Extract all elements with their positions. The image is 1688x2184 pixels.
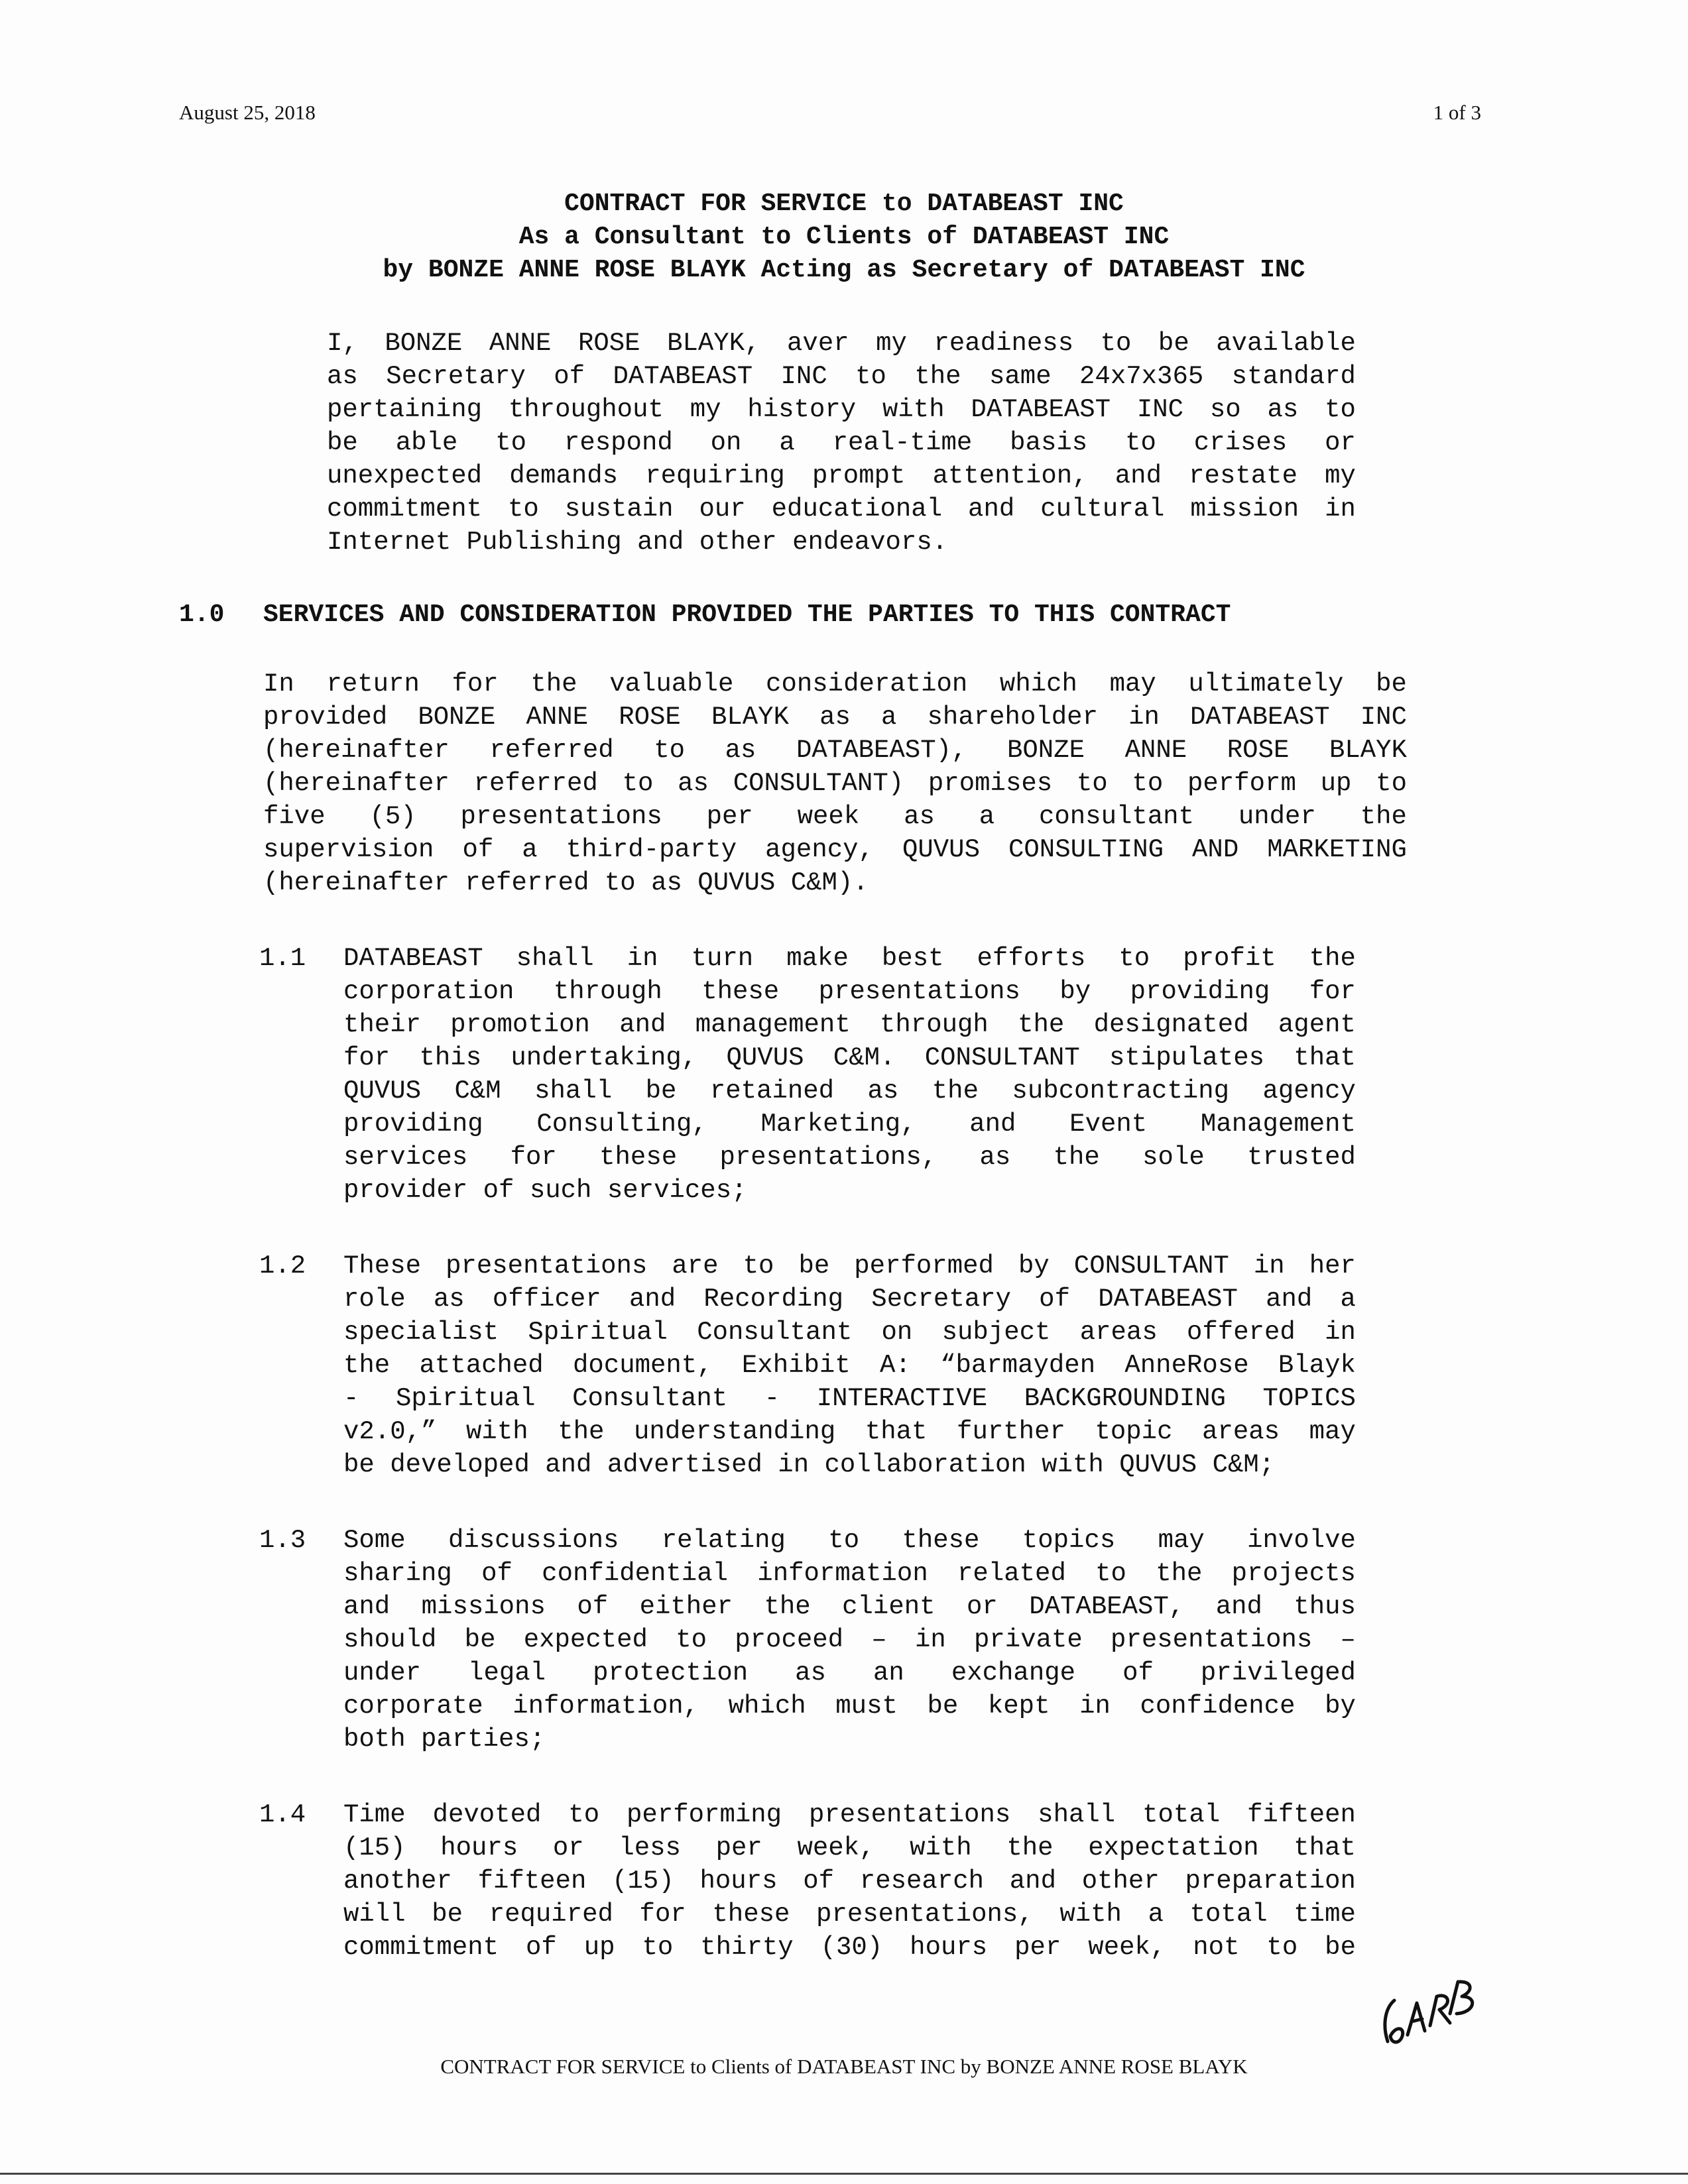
- item-number-1-2: 1.2: [259, 1251, 306, 1281]
- section-paragraph: [263, 667, 1407, 899]
- text-line: QUVUS C&M shall be retained as the subcontracting agency: [343, 1076, 1356, 1106]
- text-line: (15) hours or less per week, with the expectation that: [343, 1833, 1356, 1863]
- text-line: specialist Spiritual Consultant on subject areas offered in: [343, 1318, 1356, 1347]
- text-line: commitment of up to thirty (30) hours per week, not to be: [343, 1933, 1356, 1962]
- scan-edge-line: [0, 2173, 1688, 2175]
- text-line: provider of such services;: [343, 1176, 747, 1205]
- text-line: be developed and advertised in collaboration with QUVUS C&M;: [343, 1450, 1275, 1479]
- text-line: corporate information, which must be kept in confidence by: [343, 1692, 1356, 1721]
- text-line: and missions of either the client or DATABEAST, and thus: [343, 1592, 1356, 1621]
- text-line: role as officer and Recording Secretary of DATABEAST and a: [343, 1285, 1356, 1314]
- section-number: 1.0: [179, 601, 225, 629]
- text-line: commitment to sustain our educational and cultural mission in: [327, 494, 1356, 524]
- text-line: pertaining throughout my history with DATABEAST INC so as to: [327, 395, 1356, 424]
- text-line: I, BONZE ANNE ROSE BLAYK, aver my readiness to be available: [327, 329, 1356, 358]
- item-number-1-3: 1.3: [259, 1526, 306, 1555]
- text-line: should be expected to proceed – in private presentations –: [343, 1625, 1356, 1654]
- text-line: supervision of a third-party agency, QUVUS CONSULTING AND MARKETING: [263, 835, 1407, 864]
- title-line-3: by BONZE ANNE ROSE BLAYK Acting as Secretary of DATABEAST INC: [383, 256, 1305, 284]
- text-line: will be required for these presentations, with a total time: [343, 1900, 1356, 1929]
- text-line: (hereinafter referred to as QUVUS C&M).: [263, 868, 869, 897]
- item-1-2-text: [343, 1249, 1356, 1481]
- text-line: unexpected demands requiring prompt attention, and restate my: [327, 461, 1356, 490]
- text-line: under legal protection as an exchange of privileged: [343, 1658, 1356, 1688]
- text-line: (hereinafter referred to as CONSULTANT) promises to to perform up to: [263, 769, 1407, 798]
- contract-title: [0, 188, 1688, 287]
- text-line: for this undertaking, QUVUS C&M. CONSULTANT stipulates that: [343, 1043, 1356, 1072]
- text-line: providing Consulting, Marketing, and Event Management: [343, 1110, 1356, 1139]
- text-line: Some discussions relating to these topics may involve: [343, 1526, 1356, 1555]
- item-1-1-text: [343, 942, 1356, 1207]
- text-line: the attached document, Exhibit A: “barmayden AnneRose Blayk: [343, 1351, 1356, 1380]
- header-page-number: 1 of 3: [1433, 101, 1481, 124]
- intro-paragraph: [327, 327, 1356, 559]
- text-line: be able to respond on a real-time basis to crises or: [327, 428, 1356, 457]
- text-line: five (5) presentations per week as a consultant under the: [263, 802, 1407, 831]
- title-line-2: As a Consultant to Clients of DATABEAST INC: [518, 223, 1170, 251]
- text-line: services for these presentations, as the sole trusted: [343, 1143, 1356, 1172]
- text-line: corporation through these presentations by providing for: [343, 977, 1356, 1006]
- text-line: - Spiritual Consultant - INTERACTIVE BACKGROUNDING TOPICS: [343, 1384, 1356, 1413]
- text-line: as Secretary of DATABEAST INC to the same 24x7x365 standard: [327, 362, 1356, 391]
- text-line: Internet Publishing and other endeavors.: [327, 528, 948, 557]
- header-date: August 25, 2018: [179, 101, 316, 124]
- text-line: In return for the valuable consideration which may ultimately be: [263, 669, 1407, 699]
- text-line: DATABEAST shall in turn make best efforts to profit the: [343, 944, 1356, 973]
- text-line: provided BONZE ANNE ROSE BLAYK as a shareholder in DATABEAST INC: [263, 703, 1407, 732]
- text-line: (hereinafter referred to as DATABEAST), BONZE ANNE ROSE BLAYK: [263, 736, 1407, 765]
- text-line: another fifteen (15) hours of research and other preparation: [343, 1867, 1356, 1896]
- item-number-1-1: 1.1: [259, 944, 306, 973]
- text-line: These presentations are to be performed by CONSULTANT in her: [343, 1251, 1356, 1281]
- text-line: v2.0,” with the understanding that further topic areas may: [343, 1417, 1356, 1446]
- item-1-3-text: [343, 1524, 1356, 1756]
- text-line: both parties;: [343, 1725, 546, 1754]
- section-title: SERVICES AND CONSIDERATION PROVIDED THE PARTIES TO THIS CONTRACT: [263, 601, 1231, 629]
- title-line-1: CONTRACT FOR SERVICE to DATABEAST INC: [564, 190, 1124, 218]
- item-number-1-4: 1.4: [259, 1800, 306, 1829]
- text-line: their promotion and management through the designated agent: [343, 1010, 1356, 1039]
- handwritten-initials: [1376, 1962, 1482, 2061]
- page-footer: CONTRACT FOR SERVICE to Clients of DATABEAST INC by BONZE ANNE ROSE BLAYK: [440, 2055, 1248, 2078]
- text-line: sharing of confidential information related to the projects: [343, 1559, 1356, 1588]
- item-1-4-text: [343, 1798, 1356, 1964]
- text-line: Time devoted to performing presentations shall total fifteen: [343, 1800, 1356, 1829]
